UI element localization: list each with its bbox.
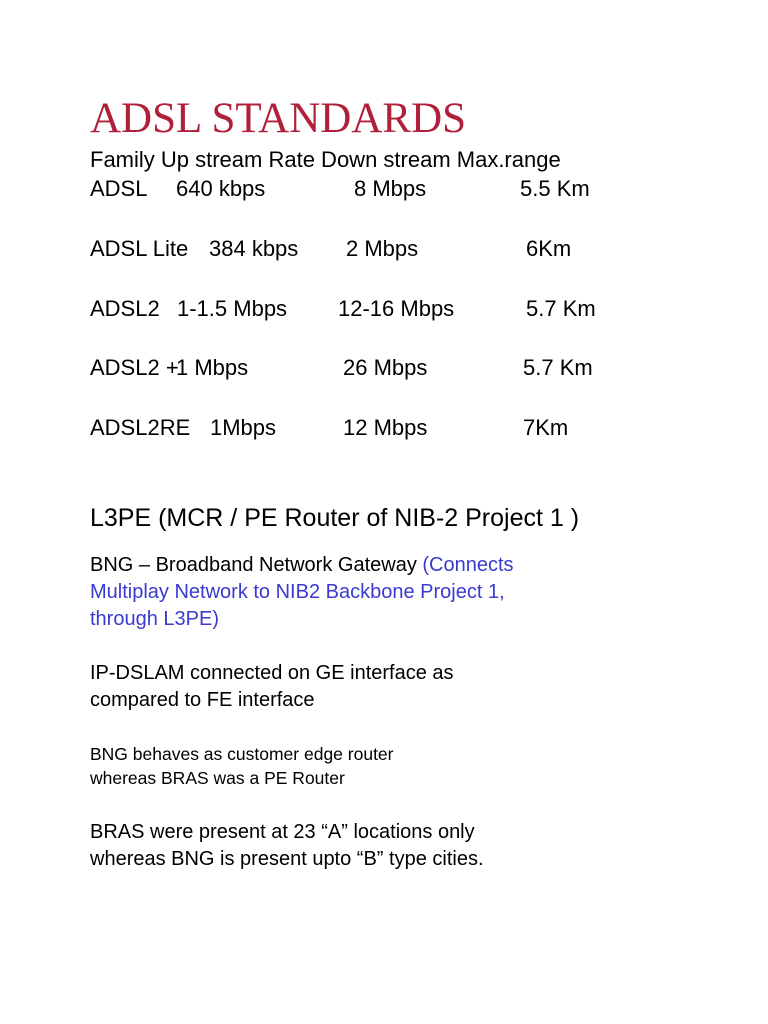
max-range-cell: 5.7 Km: [526, 296, 596, 321]
upstream-rate-cell: 384 kbps: [209, 236, 299, 261]
max-range-cell: 6Km: [526, 236, 572, 261]
family-cell: ADSL: [90, 176, 148, 201]
paragraph-line: BNG behaves as customer edge router: [90, 744, 394, 764]
bng-paragraph-line-1: [90, 552, 650, 579]
bng-definition-text: BNG – Broadband Network Gateway: [90, 554, 423, 576]
table-row: [90, 176, 690, 204]
downstream-rate-cell: 12 Mbps: [343, 415, 428, 440]
page-title: ADSL STANDARDS: [90, 95, 467, 142]
max-range-cell: 7Km: [523, 415, 569, 440]
downstream-rate-cell: 8 Mbps: [354, 176, 427, 201]
bng-paragraph: [90, 552, 650, 633]
family-cell: ADSL2: [90, 296, 160, 321]
bng-connects-note: through L3PE): [90, 608, 219, 630]
family-cell: ADSL2RE: [90, 415, 191, 440]
bng-connects-note: Multiplay Network to NIB2 Backbone Project 1,: [90, 581, 505, 603]
family-cell: ADSL Lite: [90, 236, 189, 261]
table-row: [90, 355, 690, 383]
upstream-rate-cell: 640 kbps: [176, 176, 266, 201]
bras-locations-paragraph: [90, 819, 650, 873]
downstream-rate-cell: 12-16 Mbps: [338, 296, 455, 321]
max-range-cell: 5.7 Km: [523, 355, 593, 380]
downstream-rate-cell: 26 Mbps: [343, 355, 428, 380]
paragraph-line: compared to FE interface: [90, 689, 315, 711]
paragraph-line: BRAS were present at 23 “A” locations only: [90, 821, 475, 843]
downstream-rate-cell: 2 Mbps: [346, 236, 419, 261]
upstream-rate-cell: 1 Mbps: [176, 355, 249, 380]
family-cell: ADSL2 +: [90, 355, 179, 380]
upstream-rate-cell: 1Mbps: [210, 415, 277, 440]
bng-connects-note: (Connects: [422, 554, 514, 576]
ip-dslam-paragraph: [90, 660, 650, 714]
standards-table-header: Family Up stream Rate Down stream Max.range: [90, 147, 561, 172]
max-range-cell: 5.5 Km: [520, 176, 590, 201]
upstream-rate-cell: 1-1.5 Mbps: [177, 296, 288, 321]
table-row: [90, 296, 690, 324]
table-row: [90, 415, 690, 443]
l3pe-heading: L3PE (MCR / PE Router of NIB-2 Project 1 ): [90, 504, 580, 532]
paragraph-line: whereas BNG is present upto “B” type cities.: [90, 848, 484, 870]
paragraph-line: IP-DSLAM connected on GE interface as: [90, 662, 454, 684]
paragraph-line: whereas BRAS was a PE Router: [90, 768, 345, 788]
customer-edge-paragraph: [90, 742, 650, 790]
table-row: [90, 236, 690, 264]
